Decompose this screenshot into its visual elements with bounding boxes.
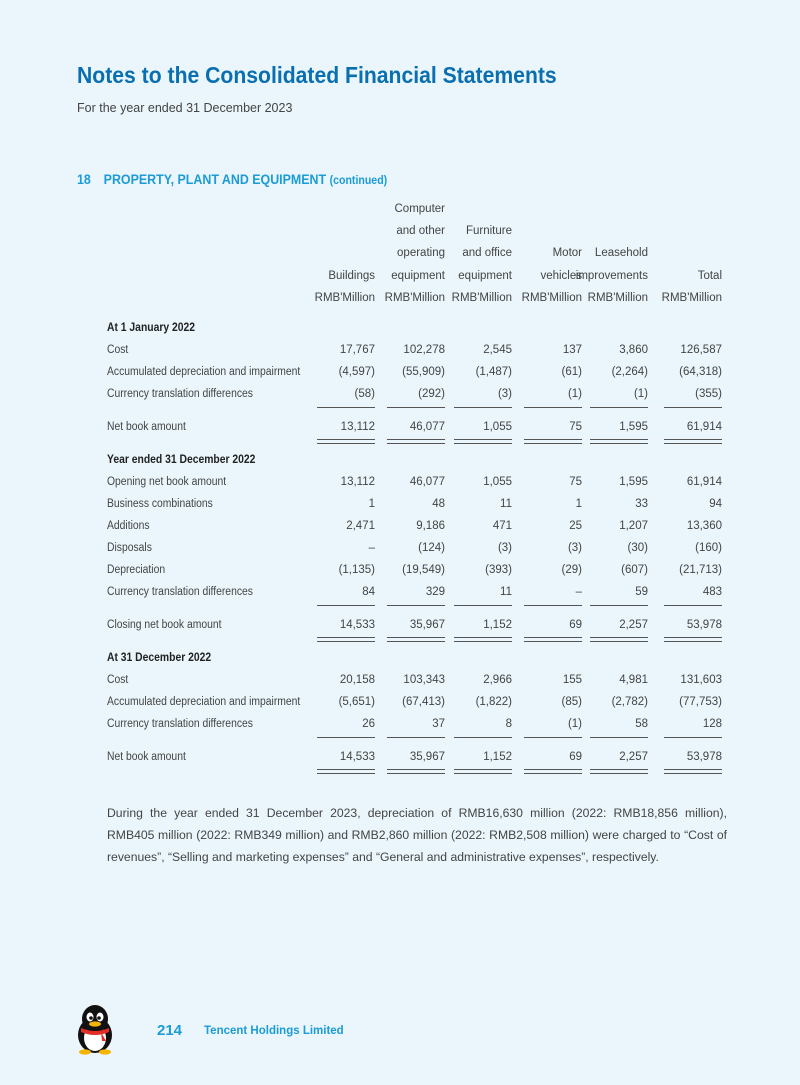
- table-cell: 46,077: [409, 421, 445, 433]
- table-cell: (58): [354, 388, 375, 400]
- subtotal-rule: [590, 737, 648, 738]
- table-cell: (1): [567, 718, 582, 730]
- table-cell: 2,471: [346, 520, 375, 532]
- subtotal-rule: [664, 737, 722, 738]
- total-double-rule: [387, 439, 445, 444]
- subtotal-rule: [317, 605, 375, 606]
- table-cell: (1,822): [475, 696, 512, 708]
- table-cell: (2,782): [611, 696, 648, 708]
- subtotal-rule: [524, 737, 582, 738]
- table-cell: 53,978: [686, 619, 722, 631]
- total-double-rule: [664, 769, 722, 774]
- total-double-rule: [524, 637, 582, 642]
- table-cell: (607): [621, 564, 648, 576]
- table-cell: 94: [709, 498, 722, 510]
- table-cell: 20,158: [339, 674, 375, 686]
- table-cell: 48: [432, 498, 445, 510]
- total-double-rule: [387, 637, 445, 642]
- table-cell: (292): [418, 388, 445, 400]
- total-double-rule: [524, 439, 582, 444]
- table-cell: (29): [561, 564, 582, 576]
- total-double-rule: [590, 637, 648, 642]
- subtotal-rule: [454, 605, 512, 606]
- total-double-rule: [317, 439, 375, 444]
- table-cell: (19,549): [402, 564, 445, 576]
- total-double-rule: [317, 637, 375, 642]
- total-double-rule: [387, 769, 445, 774]
- column-header-line: equipment: [458, 269, 512, 282]
- subtotal-rule: [524, 605, 582, 606]
- column-header-line: Total: [697, 269, 722, 282]
- section-number: 18: [77, 172, 91, 187]
- total-double-rule: [590, 439, 648, 444]
- table-cell: 58: [635, 718, 648, 730]
- row-label: Disposals: [107, 542, 152, 554]
- table-cell: (1): [567, 388, 582, 400]
- page-subtitle: For the year ended 31 December 2023: [77, 101, 293, 115]
- table-cell: (3): [567, 542, 582, 554]
- column-header-line: RMB'Million: [451, 292, 512, 304]
- table-cell: 37: [432, 718, 445, 730]
- total-double-rule: [590, 769, 648, 774]
- table-cell: (55,909): [402, 366, 445, 378]
- table-cell: 35,967: [409, 751, 445, 763]
- table-cell: (4,597): [338, 366, 375, 378]
- column-header-line: Furniture: [465, 225, 512, 238]
- table-cell: 1,595: [619, 421, 648, 433]
- table-cell: 13,112: [340, 421, 375, 433]
- subtotal-rule: [664, 605, 722, 606]
- column-header-line: equipment: [391, 269, 445, 282]
- column-header-line: RMB'Million: [314, 292, 375, 304]
- table-cell: 102,278: [403, 344, 445, 356]
- table-cell: 1,055: [483, 476, 512, 488]
- subtotal-rule: [664, 407, 722, 408]
- table-cell: (124): [418, 542, 445, 554]
- section-title: PROPERTY, PLANT AND EQUIPMENT: [103, 172, 327, 187]
- table-cell: (85): [561, 696, 582, 708]
- table-cell: (21,713): [679, 564, 722, 576]
- page-title: Notes to the Consolidated Financial Statements: [77, 62, 557, 88]
- table-cell: 46,077: [409, 476, 445, 488]
- table-cell: 69: [569, 619, 582, 631]
- column-header-line: Computer: [394, 202, 445, 215]
- table-cell: 103,343: [403, 674, 445, 686]
- table-cell: 1,207: [619, 520, 648, 532]
- table-cell: 11: [500, 586, 512, 598]
- table-cell: (64,318): [679, 366, 722, 378]
- column-header-line: and other: [396, 225, 445, 238]
- table-cell: 14,533: [339, 619, 375, 631]
- table-cell: 13,112: [340, 476, 375, 488]
- table-cell: 1,055: [483, 421, 512, 433]
- column-header-line: Buildings: [328, 269, 375, 282]
- table-cell: 33: [635, 498, 648, 510]
- row-label: Currency translation differences: [107, 388, 253, 400]
- subtotal-rule: [387, 737, 445, 738]
- row-label: Net book amount: [107, 751, 186, 763]
- subtotal-rule: [317, 407, 375, 408]
- table-cell: (1,487): [475, 366, 512, 378]
- column-header-line: RMB'Million: [661, 292, 722, 304]
- table-cell: 59: [635, 586, 648, 598]
- table-cell: 9,186: [416, 520, 445, 532]
- subtotal-rule: [387, 605, 445, 606]
- column-header-line: RMB'Million: [384, 292, 445, 304]
- row-label: Accumulated depreciation and impairment: [107, 696, 301, 708]
- table-cell: 11: [500, 498, 512, 510]
- column-header-line: vehicles: [540, 269, 582, 282]
- table-cell: 25: [569, 520, 582, 532]
- table-cell: 8: [505, 718, 512, 730]
- row-label: Business combinations: [107, 498, 213, 510]
- total-double-rule: [317, 769, 375, 774]
- table-cell: 155: [562, 674, 582, 686]
- table-cell: 1: [368, 498, 375, 510]
- subtotal-rule: [317, 737, 375, 738]
- table-cell: 2,545: [483, 344, 512, 356]
- row-label: Cost: [107, 344, 129, 356]
- table-cell: (5,651): [338, 696, 375, 708]
- table-cell: 128: [702, 718, 722, 730]
- table-cell: (355): [695, 388, 722, 400]
- total-double-rule: [524, 769, 582, 774]
- table-cell: 137: [562, 344, 582, 356]
- table-cell: 2,257: [619, 751, 648, 763]
- page-number: 214: [157, 1022, 183, 1039]
- table-cell: (3): [497, 388, 512, 400]
- row-label: Currency translation differences: [107, 586, 253, 598]
- table-cell: 1,595: [619, 476, 648, 488]
- column-header-line: RMB'Million: [521, 292, 582, 304]
- table-cell: 3,860: [619, 344, 648, 356]
- subtotal-rule: [590, 605, 648, 606]
- table-cell: 483: [702, 586, 722, 598]
- subtotal-rule: [454, 407, 512, 408]
- table-cell: –: [575, 586, 582, 598]
- table-cell: (1): [633, 388, 648, 400]
- table-cell: 75: [569, 421, 582, 433]
- table-cell: (61): [561, 366, 582, 378]
- table-cell: (160): [695, 542, 722, 554]
- table-cell: 2,966: [483, 674, 512, 686]
- table-cell: 35,967: [409, 619, 445, 631]
- table-cell: 75: [569, 476, 582, 488]
- table-cell: 61,914: [686, 421, 722, 433]
- table-section-heading: At 1 January 2022: [107, 322, 196, 334]
- table-cell: (30): [627, 542, 648, 554]
- table-cell: 14,533: [339, 751, 375, 763]
- total-double-rule: [454, 769, 512, 774]
- penguin-icon: [73, 1003, 117, 1060]
- table-cell: 1,152: [483, 619, 512, 631]
- table-section-heading: At 31 December 2022: [107, 652, 212, 664]
- section-continued: (continued): [329, 175, 388, 187]
- subtotal-rule: [524, 407, 582, 408]
- table-cell: 2,257: [619, 619, 648, 631]
- subtotal-rule: [387, 407, 445, 408]
- table-cell: –: [368, 542, 375, 554]
- table-cell: 1: [575, 498, 582, 510]
- table-cell: 471: [492, 520, 512, 532]
- table-section-heading: Year ended 31 December 2022: [107, 454, 256, 466]
- row-label: Closing net book amount: [107, 619, 222, 631]
- total-double-rule: [664, 637, 722, 642]
- subtotal-rule: [454, 737, 512, 738]
- table-cell: (2,264): [611, 366, 648, 378]
- table-cell: (393): [485, 564, 512, 576]
- table-cell: 329: [425, 586, 445, 598]
- total-double-rule: [454, 637, 512, 642]
- section-heading: [77, 172, 387, 187]
- table-cell: (1,135): [338, 564, 375, 576]
- row-label: Accumulated depreciation and impairment: [107, 366, 301, 378]
- company-name: Tencent Holdings Limited: [204, 1025, 344, 1037]
- column-header-line: Motor: [552, 247, 582, 260]
- column-header-line: Leasehold: [594, 247, 648, 260]
- row-label: Net book amount: [107, 421, 186, 433]
- subtotal-rule: [590, 407, 648, 408]
- table-cell: 53,978: [686, 751, 722, 763]
- table-cell: 131,603: [680, 674, 722, 686]
- table-cell: 126,587: [680, 344, 722, 356]
- table-cell: 4,981: [619, 674, 648, 686]
- table-cell: 26: [362, 718, 375, 730]
- column-header-line: operating: [397, 247, 445, 260]
- table-cell: (3): [497, 542, 512, 554]
- table-cell: 69: [569, 751, 582, 763]
- table-cell: (77,753): [679, 696, 722, 708]
- table-cell: 13,360: [686, 520, 722, 532]
- table-cell: 1,152: [483, 751, 512, 763]
- total-double-rule: [454, 439, 512, 444]
- row-label: Currency translation differences: [107, 718, 253, 730]
- column-header-line: improvements: [575, 269, 648, 282]
- note-paragraph: During the year ended 31 December 2023, depreciation of RMB16,630 million (2022: RMB18,856 million), RMB405 million (2022: RMB349 million) and RMB2,860 million (2022: RMB2,508 million) were charged to “Cost of revenues”, “Selling and marketing expenses” and “General and administrative expenses”, respectively.: [107, 806, 727, 864]
- row-label: Cost: [107, 674, 129, 686]
- column-header-line: RMB'Million: [587, 292, 648, 304]
- column-header-line: and office: [462, 247, 512, 260]
- table-cell: 61,914: [686, 476, 722, 488]
- row-label: Opening net book amount: [107, 476, 227, 488]
- table-cell: 84: [362, 586, 375, 598]
- table-cell: 17,767: [339, 344, 375, 356]
- row-label: Depreciation: [107, 564, 166, 576]
- table-cell: (67,413): [402, 696, 445, 708]
- row-label: Additions: [107, 520, 150, 532]
- total-double-rule: [664, 439, 722, 444]
